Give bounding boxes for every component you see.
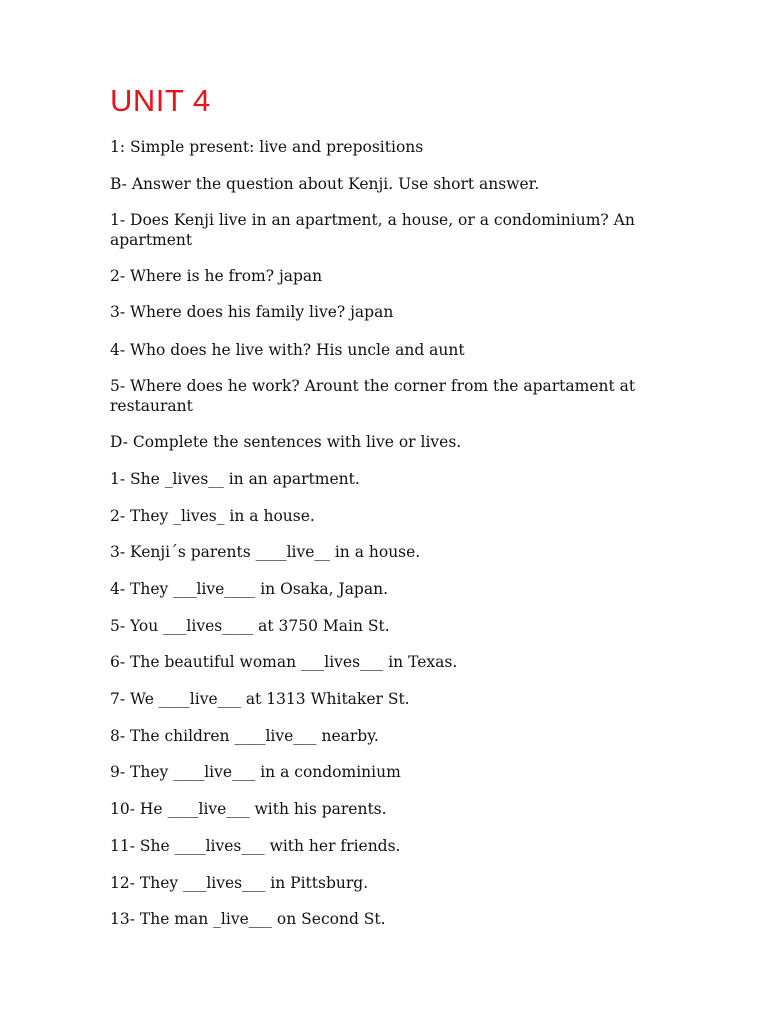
question-2: 2- Where is he from? japan [110,267,323,285]
question-1: 1- Does Kenji live in an apartment, a house, or a condominium? An apartment [110,211,640,249]
instruction-d: D- Complete the sentences with live or lives. [110,433,462,451]
sentence-12: 12- They ___lives___ in Pittsburg. [110,874,369,892]
sentence-8: 8- The children ____live___ nearby. [110,727,379,745]
sentence-11: 11- She ____lives___ with her friends. [110,837,401,855]
sentence-6: 6- The beautiful woman ___lives___ in Texas. [110,653,458,671]
sentence-9: 9- They ____live___ in a condominium [110,763,401,781]
unit-title: UNIT 4 [110,83,211,118]
sentence-10: 10- He ____live___ with his parents. [110,800,387,818]
question-4: 4- Who does he live with? His uncle and aunt [110,341,465,359]
sentence-1: 1- She _lives__ in an apartment. [110,470,360,488]
question-3: 3- Where does his family live? japan [110,303,394,321]
sentence-2: 2- They _lives_ in a house. [110,507,315,525]
question-5: 5- Where does he work? Arount the corner from the apartament at restaurant [110,377,641,415]
sentence-7: 7- We ____live___ at 1313 Whitaker St. [110,690,410,708]
instruction-b: B- Answer the question about Kenji. Use short answer. [110,175,540,193]
sentence-5: 5- You ___lives____ at 3750 Main St. [110,617,390,635]
sentence-4: 4- They ___live____ in Osaka, Japan. [110,580,389,598]
sentence-3: 3- Kenji´s parents ____live__ in a house. [110,543,421,561]
section-heading-simple-present: 1: Simple present: live and prepositions [110,138,424,156]
sentence-13: 13- The man _live___ on Second St. [110,910,386,928]
